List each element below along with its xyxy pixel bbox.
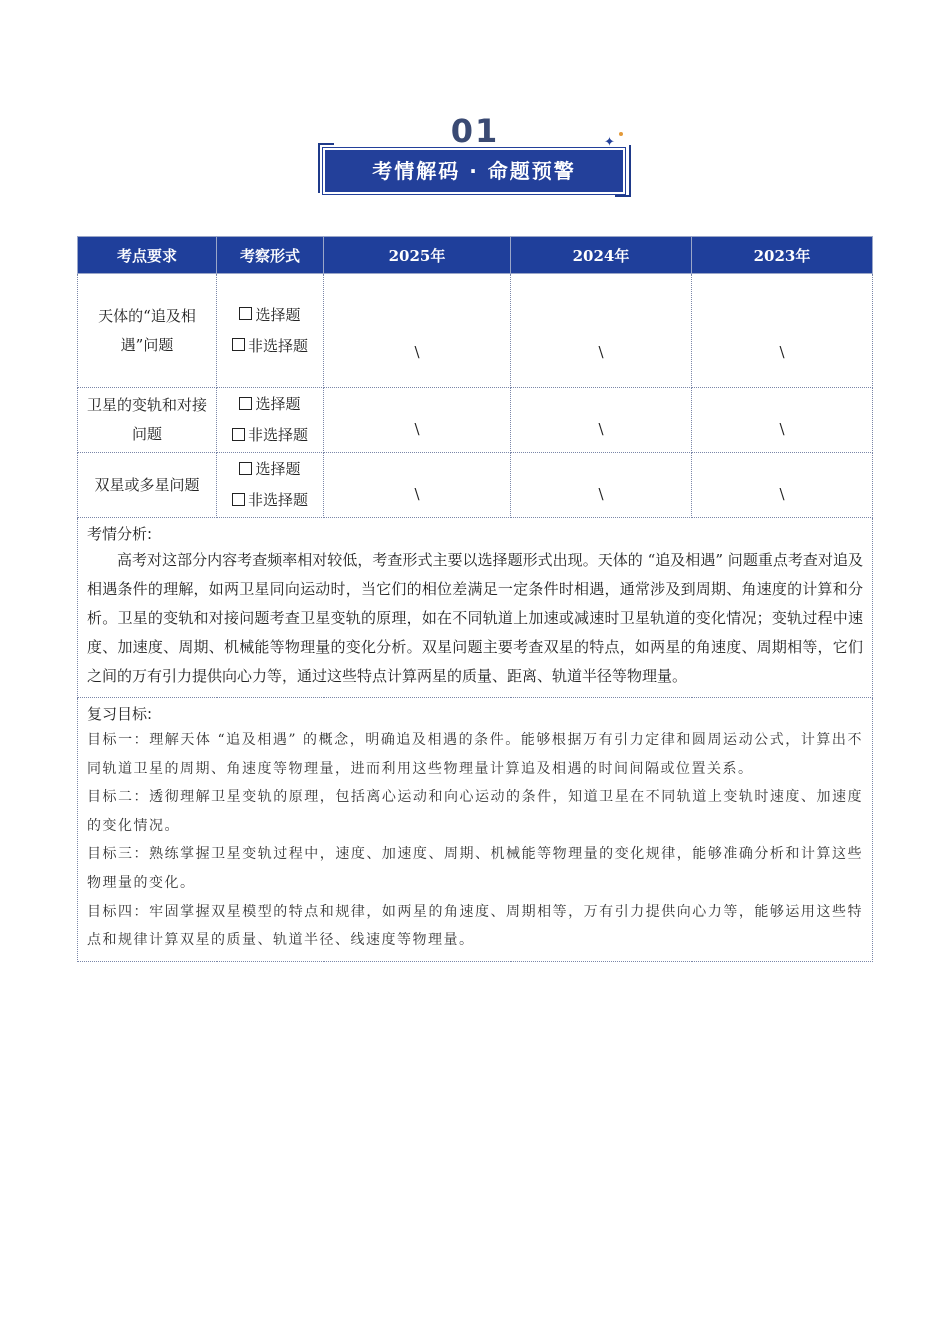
section-number: 01 [450,112,500,150]
form-cell [217,274,324,388]
analysis-body: 高考对这部分内容考查频率相对较低，考查形式主要以选择题形式出现。天体的 “追及相遇” 问题重点考查对追及相遇条件的理解，如两卫星同向运动时，当它们的相位差满足一定条件时相遇，通常涉及到周期、角速度的计算和分析。卫星的变轨和对接问题考查卫星变轨的原理，如在不同轨道上加速或减速时卫星轨道的变化情况；变轨过程中速度、加速度、周期、机械能等物理量的变化分析。双星问题主要考查双星的特点，如两星的角速度、周期相等，它们之间的万有引力提供向心力等，通过这些特点计算两星的质量、距离、轨道半径等物理量。 [87,551,863,685]
review-goal-2: 目标二：透彻理解卫星变轨的原理，包括离心运动和向心运动的条件，知道卫星在不同轨道上变轨时速度、加速度的变化情况。 [87,789,863,834]
option-choice: 选择题 [218,300,322,331]
year-2025-cell: \ [324,274,511,388]
dot-icon [619,132,623,136]
analysis-title: 考情分析: [87,525,153,543]
header-form: 考察形式 [217,237,324,274]
review-goal-4: 目标四：牢固掌握双星模型的特点和规律，如两星的角速度、周期相等，万有引力提供向心力等，能够运用这些特点和规律计算双星的质量、轨道半径、线速度等物理量。 [87,903,863,949]
table-header-row [78,237,873,274]
topic-cell: 天体的“追及相遇”问题 [78,274,217,388]
option-non-choice: 非选择题 [218,331,322,362]
checkbox-icon [239,462,252,475]
option-non-choice: 非选择题 [218,485,322,516]
year-2024-cell: \ [511,453,692,518]
topic-cell: 卫星的变轨和对接问题 [78,388,217,453]
form-cell [217,453,324,518]
option-choice: 选择题 [218,389,322,420]
topic-cell: 双星或多星问题 [78,453,217,518]
sparkle-icon: ✦ [604,135,615,150]
year-2023-cell: \ [692,274,873,388]
checkbox-icon [239,307,252,320]
analysis-row [78,518,873,698]
review-goal-1: 目标一：理解天体 “追及相遇” 的概念，明确追及相遇的条件。能够根据万有引力定律和圆周运动公式，计算出不同轨道卫星的周期、角速度等物理量，进而利用这些物理量计算追及相遇的时间间隔或位置关系。 [87,732,863,777]
section-banner [315,112,635,202]
year-2024-cell: \ [511,388,692,453]
banner-title: 考情解码 · 命题预警 [372,159,576,183]
checkbox-icon [239,397,252,410]
banner-title-bar [325,150,623,192]
review-goal-3: 目标三：熟练掌握卫星变轨过程中，速度、加速度、周期、机械能等物理量的变化规律，能够准确分析和计算这些物理量的变化。 [87,846,863,891]
analysis-cell [78,518,873,698]
review-cell [78,698,873,962]
header-2023: 2023年 [692,237,873,274]
year-2025-cell: \ [324,453,511,518]
year-2025-cell: \ [324,388,511,453]
form-cell [217,388,324,453]
year-2024-cell: \ [511,274,692,388]
table-row [78,274,873,388]
checkbox-icon [232,338,245,351]
year-2023-cell: \ [692,453,873,518]
header-2024: 2024年 [511,237,692,274]
option-choice: 选择题 [218,454,322,485]
review-row [78,698,873,962]
header-topic: 考点要求 [78,237,217,274]
exam-table [77,236,873,962]
option-non-choice: 非选择题 [218,420,322,451]
checkbox-icon [232,493,245,506]
table-row [78,453,873,518]
checkbox-icon [232,428,245,441]
header-2025: 2025年 [324,237,511,274]
review-title: 复习目标: [87,705,153,723]
year-2023-cell: \ [692,388,873,453]
table-row [78,388,873,453]
